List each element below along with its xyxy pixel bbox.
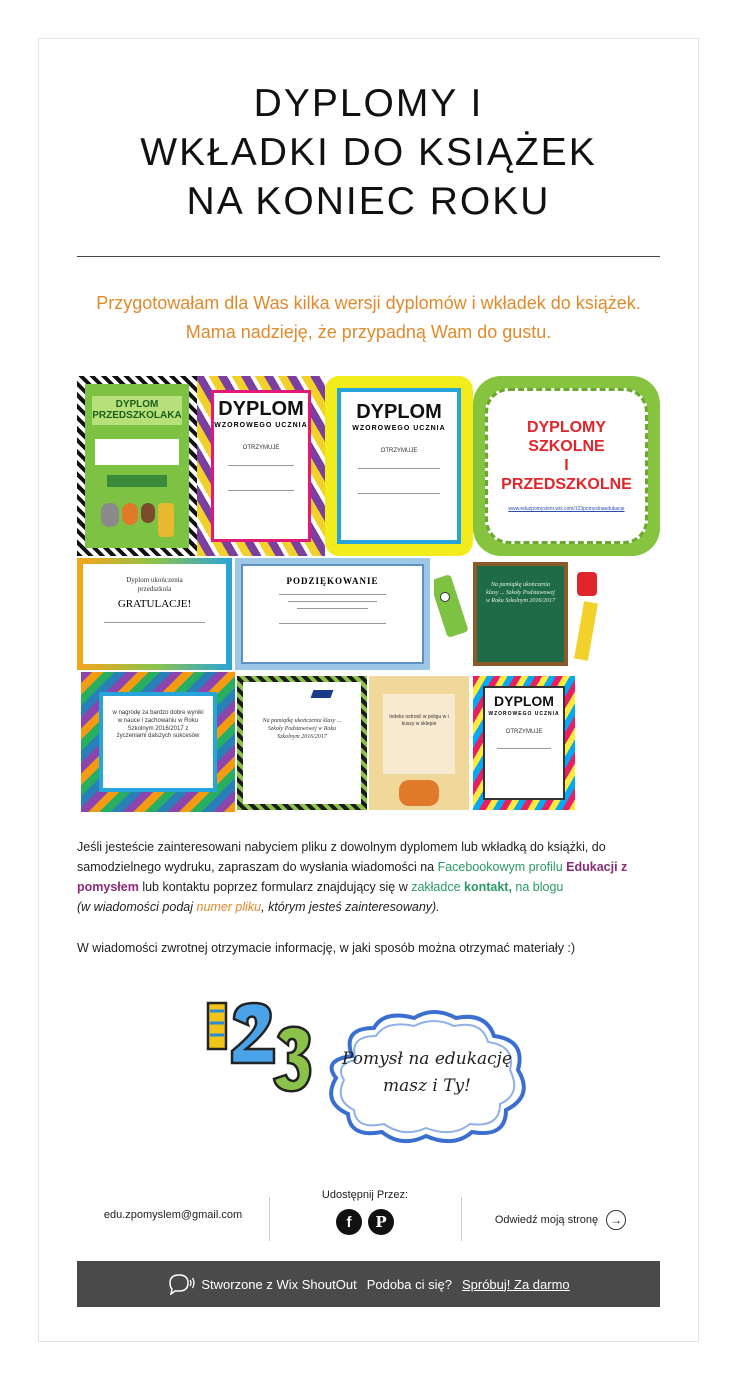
name-line bbox=[228, 490, 294, 491]
diploma-model-student-1-thumbnail bbox=[197, 376, 325, 556]
graduation-cap-text: Na pamiątkę ukończenia klasy ... Szkoły Podstawowej w Roku Szkolnym 2016/2017 bbox=[262, 718, 342, 740]
name-line bbox=[358, 468, 439, 469]
graduation-text: Dyplom ukończenia przedszkola bbox=[126, 576, 183, 594]
cover-line-4: PRZEDSZKOLNE bbox=[501, 475, 632, 493]
text-line bbox=[288, 601, 378, 602]
diploma-title: DYPLOM bbox=[494, 693, 554, 709]
graduation-title: GRATULACJE! bbox=[117, 598, 192, 611]
body-text-a: Jeśli jesteście zainteresowani nabyciem pliku z dowolnym dyplomem lub wkładką do książki, do samodzielnego wydruku, zapraszam do wysłania wiadomości na bbox=[77, 840, 606, 874]
name-line bbox=[228, 465, 294, 466]
share-section bbox=[269, 1189, 461, 1235]
body-paragraph bbox=[77, 837, 660, 917]
award-diploma-stripes-thumbnail bbox=[81, 672, 235, 812]
contact-tab-link[interactable]: kontakt, bbox=[464, 880, 512, 894]
cover-url: www.eduzpomyslem.wix.com/123pomyslnaedukacje bbox=[508, 505, 625, 512]
try-free-link[interactable]: Spróbuj! Za darmo bbox=[461, 1276, 570, 1292]
page-title bbox=[39, 79, 698, 226]
footer-contact-row bbox=[77, 1189, 660, 1249]
visit-label: Odwiedź moją stronę bbox=[494, 1214, 599, 1226]
pencil-characters-illustration-right bbox=[569, 566, 609, 666]
diploma-subtitle: WZOROWEGO UCZNIA bbox=[488, 710, 560, 717]
name-line bbox=[104, 622, 204, 623]
newsletter-card bbox=[38, 38, 699, 1342]
digit-2 bbox=[232, 1003, 274, 1063]
award-text: w nagrodę za bardzo dobre wyniki w nauce i zachowaniu w Roku Szkolnym 2016/2017 z życzeniami dalszych sukcesów bbox=[112, 710, 204, 740]
diplomas-collage-image bbox=[77, 376, 660, 816]
cloud-text bbox=[322, 1046, 532, 1100]
thank-you-certificate-thumbnail bbox=[235, 558, 430, 670]
facebook-share-icon[interactable]: f bbox=[336, 1209, 362, 1235]
title-line-2: WKŁADKI DO KSIĄŻEK bbox=[140, 131, 597, 174]
body-text-d: , którym jesteś zainteresowany). bbox=[261, 900, 440, 914]
diploma-preschool-thumbnail bbox=[77, 376, 197, 556]
thank-you-title: PODZIĘKOWANIE bbox=[286, 576, 379, 586]
intro-line-1: Przygotowałam dla Was kilka wersji dyplomów i wkładek do książek. bbox=[96, 293, 641, 313]
graduation-cap-icon bbox=[311, 690, 334, 698]
title-divider bbox=[77, 256, 660, 257]
logo-123 bbox=[204, 997, 314, 1097]
cloud-line-2: masz i Ty! bbox=[383, 1076, 471, 1096]
pinterest-share-icon[interactable]: P bbox=[368, 1209, 394, 1235]
file-number-highlight: numer pliku bbox=[196, 900, 262, 914]
receives-label: OTRZYMUJE bbox=[380, 448, 418, 454]
banner-like-text: Podoba ci się? bbox=[366, 1276, 452, 1292]
name-line bbox=[358, 493, 439, 494]
ribbon bbox=[107, 475, 167, 487]
chalkboard-diploma-thumbnail bbox=[473, 562, 568, 666]
wix-shoutout-banner bbox=[77, 1261, 660, 1307]
cover-line-3: I bbox=[564, 457, 569, 474]
diploma-preschool-title: DYPLOM PRZEDSZKOLAKA bbox=[92, 396, 182, 425]
cloud-line-1: Pomysł na edukację bbox=[341, 1049, 513, 1069]
text-line bbox=[279, 594, 386, 595]
share-icons bbox=[269, 1209, 461, 1235]
pencil-characters-illustration bbox=[434, 566, 472, 666]
diploma-model-student-2-thumbnail bbox=[325, 376, 473, 556]
arrow-right-icon: → bbox=[606, 1210, 626, 1230]
banner-created-text: Stworzone z Wix ShoutOut bbox=[201, 1276, 357, 1292]
digit-1 bbox=[208, 1003, 226, 1049]
reply-info-text: W wiadomości zwrotnej otrzymacie informację, w jaki sposób można otrzymać materiały :) bbox=[77, 941, 576, 955]
contact-tab-link-prefix[interactable]: zakładce bbox=[411, 880, 465, 894]
body-text-c: (w wiadomości podaj bbox=[77, 900, 197, 914]
visit-website-link[interactable] bbox=[461, 1210, 660, 1230]
diploma-preschool-graduation-thumbnail bbox=[77, 558, 232, 670]
children-illustration bbox=[399, 780, 439, 806]
digit-3 bbox=[274, 1027, 310, 1091]
title-line-1: DYPLOMY I bbox=[253, 82, 484, 125]
text-line bbox=[279, 623, 386, 624]
receives-label: OTRZYMUJE bbox=[505, 728, 543, 735]
intro-line-2: Mama nadzieję, że przypadną Wam do gustu. bbox=[185, 322, 552, 342]
diploma-subtitle: WZOROWEGO UCZNIA bbox=[214, 422, 308, 429]
graduation-cap-diploma-thumbnail bbox=[237, 676, 367, 810]
share-label: Udostępnij Przez: bbox=[321, 1189, 409, 1201]
animals-illustration bbox=[101, 503, 174, 537]
cover-line-1: DYPLOMY bbox=[526, 419, 607, 437]
cover-line-2: SZKOLNE bbox=[528, 438, 605, 456]
contact-email-link[interactable]: edu.zpomyslem@gmail.com bbox=[103, 1209, 243, 1221]
name-line bbox=[497, 748, 552, 749]
diploma-subtitle: WZOROWEGO UCZNIA bbox=[352, 425, 446, 432]
cloud-slogan bbox=[322, 1006, 532, 1148]
receives-label: OTRZYMUJE bbox=[242, 445, 280, 451]
speech-bubble-icon bbox=[167, 1273, 195, 1295]
diploma-title: DYPLOM bbox=[218, 398, 304, 420]
title-line-3: NA KONIEC ROKU bbox=[186, 180, 551, 223]
parchment-diploma-thumbnail bbox=[369, 676, 469, 810]
diplomas-school-preschool-cover bbox=[473, 376, 660, 556]
brand-link[interactable]: Edukacji z pomysłem bbox=[77, 860, 628, 894]
diploma-model-student-3-thumbnail bbox=[473, 676, 575, 810]
text-line bbox=[297, 608, 369, 609]
body-text-b: lub kontaktu poprzez formularz znajdujący się w bbox=[138, 880, 412, 894]
intro-text bbox=[77, 289, 660, 347]
facebook-profile-link[interactable]: Facebookowym profilu bbox=[437, 860, 563, 874]
diploma-title: DYPLOM bbox=[356, 401, 442, 423]
chalkboard-text: Na pamiątkę ukończenia klasy ... Szkoły Podstawowej w Roku Szkolnym 2016/2017 bbox=[485, 582, 556, 604]
parchment-text: Indeks ostrość w poligu w i kuszy w sklepie bbox=[389, 714, 449, 727]
name-field bbox=[95, 439, 179, 465]
blog-link[interactable]: na blogu bbox=[511, 880, 564, 894]
